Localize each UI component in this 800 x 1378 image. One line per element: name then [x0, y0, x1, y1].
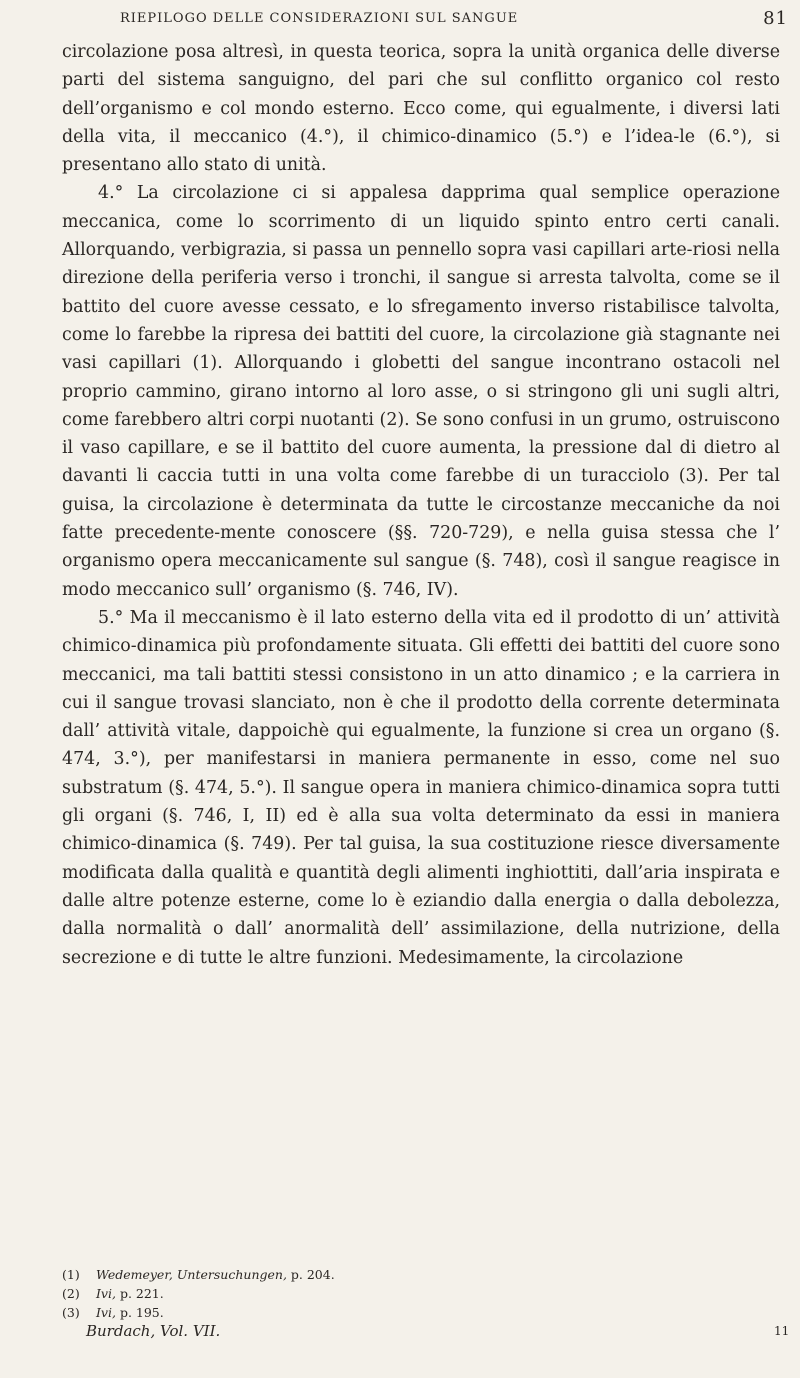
footnote-number: (2): [62, 1286, 80, 1301]
running-head-title: RIEPILOGO DELLE CONSIDERAZIONI SUL SANGUE: [120, 11, 519, 26]
paragraph-continuation: circolazione posa altresì, in questa teorica, sopra la unità organica delle diverse parti del sistema sanguigno, del pari che sul conflitto organico col resto dell’organismo e col mondo esterno. Ecco come, qui egualmente, i diversi lati della vita, il meccanico (4.°), il chimico-dinamico (5.°) e l’idea-le (6.°), si presentano allo stato di unità.: [62, 42, 780, 176]
footnote-ref: p. 221.: [119, 1286, 164, 1301]
footnote-number: (1): [62, 1267, 80, 1282]
body-text: [62, 38, 780, 972]
footnote-3: [62, 1303, 780, 1322]
footnotes: [62, 1265, 790, 1344]
footnote-author: Ivi,: [95, 1286, 116, 1301]
footnote-2: [62, 1284, 780, 1303]
page-number: 81: [763, 8, 788, 29]
signature-line: [62, 1322, 790, 1344]
running-head: [120, 6, 788, 32]
footnote-1: [62, 1265, 780, 1284]
footnote-title: Untersuchungen,: [176, 1267, 287, 1282]
footnote-author: Ivi,: [95, 1305, 116, 1320]
paragraph-section-5: 5.° Ma il meccanismo è il lato esterno della vita ed il prodotto di un’ attività chimico-dinamica più profondamente situata. Gli effetti dei battiti del cuore sono meccanici, ma tali battiti stessi consistono in un atto dinamico ; e la carriera in cui il sangue trovasi slanciato, non è che il prodotto della corrente determinata dall’ attività vitale, dappoichè qui egualmente, la funzione si crea un organo (§. 474, 3.°), per manifestarsi in maniera permanente in esso, come nel suo substratum (§. 474, 5.°). Il sangue opera in maniera chimico-dinamica sopra tutti gli organi (§. 746, I, II) ed è alla sua volta determinato da essi in maniera chimico-dinamica (§. 749). Per tal guisa, la sua costituzione riesce diversamente modificata dalla qualità e quantità degli alimenti inghiottiti, dall’aria inspirata e dalle altre potenze esterne, come lo è eziandio dalla energia o dalla debolezza, dalla normalità o dall’ anormalità dell’ assimilazione, della nutrizione, della secrezione e di tutte le altre funzioni. Medesimamente, la circolazione: [62, 607, 780, 968]
signature-mark: Burdach, Vol. VII.: [86, 1322, 221, 1340]
footnote-ref: p. 204.: [290, 1267, 335, 1282]
footnote-author: Wedemeyer,: [95, 1267, 173, 1282]
paragraph-section-4: 4.° La circolazione ci si appalesa dapprima qual semplice operazione meccanica, come lo scorrimento di un liquido spinto entro certi canali. Allorquando, verbigrazia, si passa un pennello sopra vasi capillari arte-riosi nella direzione della periferia verso i tronchi, il sangue si arresta talvolta, come se il battito del cuore avesse cessato, e lo sfregamento inverso ristabilisce talvolta, come lo farebbe la ripresa dei battiti del cuore, la circolazione già stagnante nei vasi capillari (1). Allorquando i globetti del sangue incontrano ostacoli nel proprio cammino, girano intorno al loro asse, o si stringono gli uni sugli altri, come farebbero altri corpi nuotanti (2). Se sono confusi in un grumo, ostruiscono il vaso capillare, e se il battito del cuore aumenta, la pressione dal di dietro al davanti li caccia tutti in una volta come farebbe di un turacciolo (3). Per tal guisa, la circolazione è determinata da tutte le circostanze meccaniche da noi fatte precedente-mente conoscere (§§. 720-729), e nella guisa stessa che l’ organismo opera meccanicamente sul sangue (§. 748), così il sangue reagisce in modo meccanico sull’ organismo (§. 746, IV).: [62, 183, 780, 600]
footnote-number: (3): [62, 1305, 80, 1320]
footnote-ref: p. 195.: [119, 1305, 164, 1320]
signature-number: 11: [774, 1324, 790, 1338]
